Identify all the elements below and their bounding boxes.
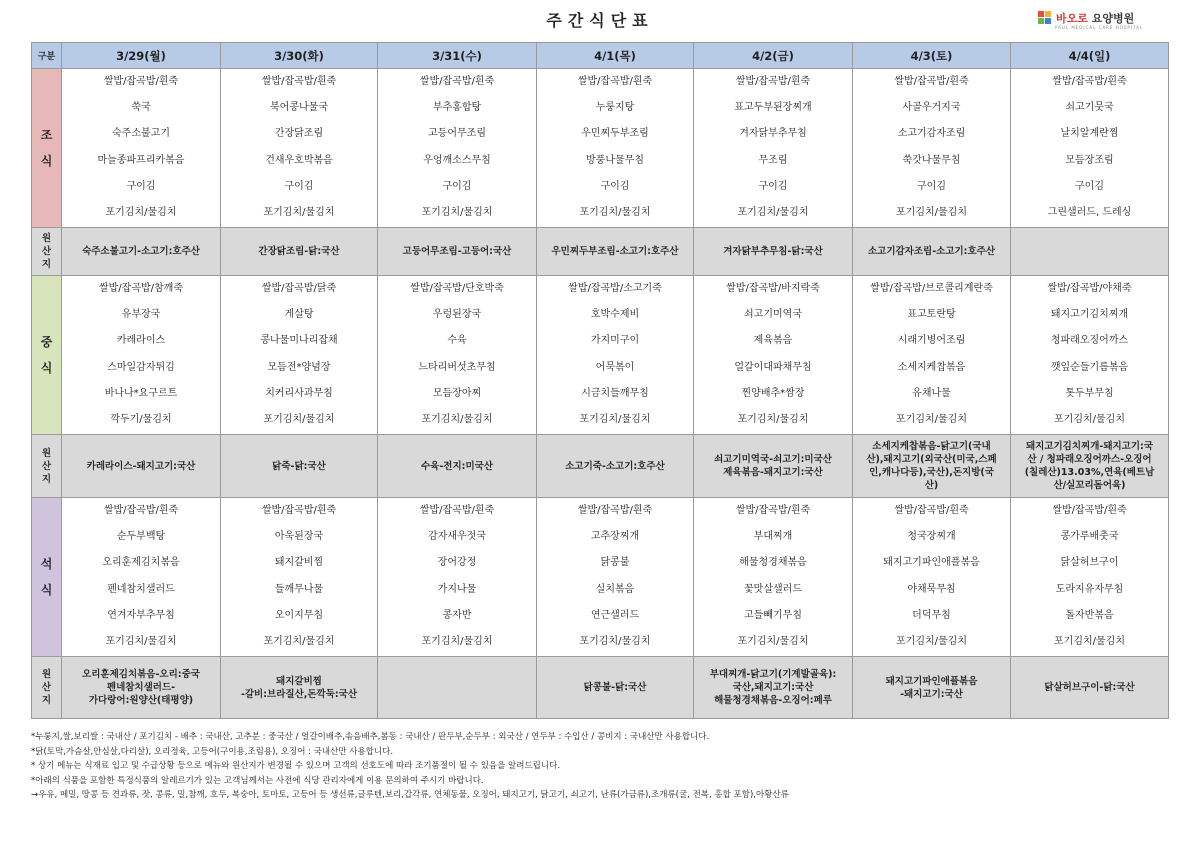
menu-item: 날치알계란찜 xyxy=(1060,128,1119,140)
menu-item: 게살탕 xyxy=(284,309,314,321)
lunch-cell xyxy=(537,276,694,435)
menu-item: 수육 xyxy=(447,335,467,347)
menu-item: 무조림 xyxy=(758,154,788,166)
breakfast-origin-row xyxy=(32,228,1169,276)
menu-item: 모듬장조림 xyxy=(1065,154,1114,166)
menu-item: 겨자닭부추무침 xyxy=(739,128,807,140)
menu-item: 방풍나물무침 xyxy=(586,154,644,166)
origin-cell: 고등어무조림-고등어:국산 xyxy=(378,228,537,276)
lunch-row xyxy=(32,276,1169,435)
menu-item: 톳두부무침 xyxy=(1065,387,1114,399)
menu-item: 표고두부된장찌개 xyxy=(734,102,812,114)
menu-item: 그린샐러드, 드레싱 xyxy=(1047,206,1132,218)
menu-item: 쌀밥/잡곡밥/흰죽 xyxy=(103,76,179,87)
menu-item: 깍두기/물김치 xyxy=(110,413,172,425)
menu-item: 쌀밥/잡곡밥/흰죽 xyxy=(103,505,179,516)
menu-item: 돼지갈비찜 xyxy=(274,557,324,569)
menu-item: 고추장찌개 xyxy=(590,531,640,543)
menu-item: 포기김치/물김치 xyxy=(263,413,335,425)
dinner-cell xyxy=(537,498,694,657)
menu-item: 찐양배추*쌈장 xyxy=(741,387,805,399)
menu-item: 사골우거지국 xyxy=(902,102,961,114)
menu-item: 카레라이스 xyxy=(116,335,166,347)
origin-label: 원 산 지 xyxy=(32,657,62,719)
menu-item: 호박수제비 xyxy=(590,309,640,321)
menu-item: 시금치들깨무침 xyxy=(581,387,649,399)
menu-item: 꽃맛살샐러드 xyxy=(744,583,802,595)
breakfast-row xyxy=(32,69,1169,228)
origin-line: 오리훈제김치볶음-오리:중국 xyxy=(82,669,200,680)
origin-cell xyxy=(62,435,221,498)
lunch-cell xyxy=(1011,276,1169,435)
logo-text: 바오로 요양병원 xyxy=(1056,12,1135,25)
breakfast-cell xyxy=(853,69,1011,228)
origin-line: 돼지고기김치찌개-돼지고기:국 xyxy=(1025,441,1154,452)
menu-item: 돌자반볶음 xyxy=(1065,609,1114,621)
origin-line: -돼지고기:국산 xyxy=(900,688,963,700)
menu-item: 북어콩나물국 xyxy=(270,102,328,114)
menu-item: 표고토란탕 xyxy=(907,309,956,321)
origin-line: 산/실꼬리돔어육) xyxy=(1053,480,1126,491)
origin-cell: 소고기감자조림-소고기:호주산 xyxy=(853,228,1011,276)
menu-item: 시래기병어조림 xyxy=(897,335,966,347)
menu-item: 간장닭조림 xyxy=(274,128,324,140)
menu-item: 콩자반 xyxy=(442,609,472,621)
menu-item: 유부장국 xyxy=(121,309,161,321)
menu-item: 쌀밥/잡곡밥/참깨죽 xyxy=(98,283,184,294)
note-line: * 상기 메뉴는 식재료 입고 및 수급상황 등으로 메뉴와 원산지가 변경될 수 있으며 고객의 선호도에 따라 조기품절이 될 수 있음을 알려드립니다. xyxy=(31,761,561,772)
day-header: 3/31(수) xyxy=(378,43,537,69)
menu-item: 누룽지탕 xyxy=(595,102,635,114)
menu-item: 실치볶음 xyxy=(595,583,635,595)
menu-item: 쌀밥/잡곡밥/흰죽 xyxy=(261,505,337,516)
menu-item: 펜네참치샐러드 xyxy=(107,583,175,595)
menu-item: 오이지무침 xyxy=(274,609,324,621)
note-line: →우유, 메밀, 땅콩 등 견과류, 잣, 콩류, 밀,참깨, 호두, 복숭아, 토마토, 고등어 등 생선류,글루텐,보리,갑각류, 연체동물, 오징어, 돼지고기, 닭고기, 쇠고기, 난류(가금류),조개류(굴, 전복, 홍합 포함),아황산류 xyxy=(31,790,789,801)
menu-item: 쇠고기뭇국 xyxy=(1065,102,1114,114)
menu-item: 연근샐러드 xyxy=(590,609,640,621)
origin-cell: 간장닭조림-닭:국산 xyxy=(221,228,378,276)
menu-item: 쌀밥/잡곡밥/닭죽 xyxy=(261,283,337,294)
menu-item: 쌀밥/잡곡밥/흰죽 xyxy=(735,76,811,87)
menu-item: 포기김치/물김치 xyxy=(1054,413,1125,425)
menu-item: 어묵볶이 xyxy=(595,361,635,373)
menu-item: 쌀밥/잡곡밥/흰죽 xyxy=(1052,76,1127,87)
origin-line: 산),돼지고기(외국산(미국,스페 xyxy=(866,454,997,465)
breakfast-cell xyxy=(62,69,221,228)
menu-item: 포기김치/물김치 xyxy=(105,206,177,218)
menu-item: 아욱된장국 xyxy=(274,531,324,543)
menu-item: 구이김 xyxy=(284,180,314,192)
logo-icon xyxy=(1038,11,1052,25)
origin-cell xyxy=(378,657,537,719)
breakfast-cell xyxy=(537,69,694,228)
menu-item: 건새우호박볶음 xyxy=(265,154,333,166)
dinner-label: 석 식 xyxy=(32,498,62,657)
origin-cell xyxy=(1011,657,1169,719)
menu-item: 가지나물 xyxy=(437,583,477,595)
menu-item: 오리훈제김치볶음 xyxy=(102,557,180,569)
menu-item: 숙주소불고기 xyxy=(112,128,170,140)
menu-item: 포기김치/물김치 xyxy=(263,635,335,647)
menu-item: 닭콩불 xyxy=(600,557,630,569)
origin-line: 닭콩불-닭:국산 xyxy=(583,682,647,693)
menu-item: 돼지고기김치찌개 xyxy=(1050,309,1129,321)
menu-item: 쌀밥/잡곡밥/흰죽 xyxy=(419,76,495,87)
origin-line: 소세지케찹볶음-닭고기(국내 xyxy=(872,441,991,452)
menu-item: 구이김 xyxy=(600,180,630,192)
gubun-header: 구분 xyxy=(32,43,62,69)
origin-cell xyxy=(378,435,537,498)
menu-item: 제육볶음 xyxy=(753,335,793,347)
menu-item: 포기김치/물김치 xyxy=(579,413,651,425)
origin-cell xyxy=(1011,228,1169,276)
day-header: 4/2(금) xyxy=(694,43,853,69)
lunch-cell xyxy=(62,276,221,435)
menu-item: 쌀밥/잡곡밥/흰죽 xyxy=(577,505,653,516)
menu-item: 쑥갓나물무침 xyxy=(902,154,961,166)
menu-item: 쌀밥/잡곡밥/흰죽 xyxy=(577,76,653,87)
origin-cell xyxy=(537,435,694,498)
menu-item: 쌀밥/잡곡밥/흰죽 xyxy=(735,505,811,516)
menu-item: 우엉깨소스무침 xyxy=(423,154,491,166)
breakfast-cell xyxy=(694,69,853,228)
logo-subtitle: PAUL MEDICAL CARE HOSPITAL xyxy=(1055,25,1144,30)
origin-cell: 겨자닭부추무침-닭:국산 xyxy=(694,228,853,276)
origin-line: 가다랑어:원양산(태평양) xyxy=(88,695,194,706)
menu-item: 마늘종파프리카볶음 xyxy=(97,154,185,166)
menu-item: 장어강정 xyxy=(437,557,477,569)
origin-line: 국산,돼지고기:국산 xyxy=(732,682,814,693)
origin-line: 수육-전지:미국산 xyxy=(421,460,493,472)
menu-item: 모듬장아찌 xyxy=(432,387,482,399)
day-header: 3/29(월) xyxy=(62,43,221,69)
menu-item: 포기김치/물김치 xyxy=(896,635,967,647)
menu-item: 구이김 xyxy=(126,180,156,192)
menu-item: 포기김치/물김치 xyxy=(737,635,809,647)
day-header: 4/4(일) xyxy=(1011,43,1169,69)
menu-item: 해물청경채볶음 xyxy=(739,557,807,569)
menu-item: 쑥국 xyxy=(131,102,151,114)
header-row xyxy=(32,43,1169,69)
origin-cell: 숙주소불고기-소고기:호주산 xyxy=(62,228,221,276)
origin-label: 원 산 지 xyxy=(32,435,62,498)
menu-item: 스마일감자튀김 xyxy=(107,361,175,373)
menu-item: 쌀밥/잡곡밥/흰죽 xyxy=(261,76,337,87)
menu-item: 쌀밥/잡곡밥/흰죽 xyxy=(419,505,495,516)
day-header: 4/3(토) xyxy=(853,43,1011,69)
origin-cell xyxy=(694,657,853,719)
breakfast-cell xyxy=(221,69,378,228)
menu-item: 들깨무나물 xyxy=(274,583,324,595)
menu-item: 쌀밥/잡곡밥/흰죽 xyxy=(1052,505,1127,516)
origin-line: 소고기죽-소고기:호주산 xyxy=(565,460,665,472)
origin-line: 쇠고기미역국-쇠고기:미국산 xyxy=(714,454,832,465)
menu-item: 포기김치/물김치 xyxy=(263,206,335,218)
menu-item: 포기김치/물김치 xyxy=(421,206,493,218)
menu-item: 콩가루배춧국 xyxy=(1060,531,1119,543)
menu-item: 포기김치/물김치 xyxy=(421,413,493,425)
origin-line: 펜네참치샐러드- xyxy=(106,682,176,693)
menu-item: 쇠고기미역국 xyxy=(744,309,802,321)
menu-item: 가지미구이 xyxy=(590,335,640,347)
menu-item: 구이김 xyxy=(442,180,472,192)
menu-item: 유채나물 xyxy=(912,387,951,399)
menu-item: 포기김치/물김치 xyxy=(1054,635,1125,647)
origin-line: 돼지고기파인애플볶음 xyxy=(885,675,978,687)
dinner-origin-row xyxy=(32,657,1169,719)
menu-item: 부대찌개 xyxy=(753,531,793,543)
menu-item: 구이김 xyxy=(1075,180,1104,192)
breakfast-label: 조 식 xyxy=(32,69,62,228)
lunch-cell xyxy=(694,276,853,435)
menu-item: 청파래오징어까스 xyxy=(1050,335,1129,347)
origin-cell: 우민찌두부조림-소고기:호주산 xyxy=(537,228,694,276)
breakfast-cell xyxy=(1011,69,1169,228)
origin-cell xyxy=(1011,435,1169,498)
page-title: 주간식단표 xyxy=(546,11,654,30)
menu-item: 바나나*요구르트 xyxy=(104,387,178,399)
origin-line: 닭죽-닭:국산 xyxy=(272,460,326,472)
menu-item: 포기김치/물김치 xyxy=(579,635,651,647)
lunch-label: 중 식 xyxy=(32,276,62,435)
menu-item: 쌀밥/잡곡밥/소고기죽 xyxy=(568,283,662,294)
dinner-cell xyxy=(694,498,853,657)
menu-item: 순두부백탕 xyxy=(116,531,166,543)
menu-item: 더덕무침 xyxy=(912,609,951,621)
menu-item: 쌀밥/잡곡밥/야채죽 xyxy=(1047,283,1132,294)
menu-item: 쌀밥/잡곡밥/흰죽 xyxy=(894,505,969,516)
menu-item: 콩나물미나리잡채 xyxy=(260,335,338,347)
origin-cell xyxy=(853,435,1011,498)
dinner-cell xyxy=(62,498,221,657)
menu-item: 느타리버섯초무침 xyxy=(418,361,496,373)
origin-line: 카레라이스-돼지고기:국산 xyxy=(86,460,196,472)
day-header: 3/30(화) xyxy=(221,43,378,69)
menu-item: 포기김치/물김치 xyxy=(896,206,967,218)
menu-item: 닭살허브구이 xyxy=(1060,557,1119,569)
menu-item: 포기김치/물김치 xyxy=(579,206,651,218)
origin-line: 산) xyxy=(924,480,939,491)
lunch-origin-row xyxy=(32,435,1169,498)
origin-cell xyxy=(537,657,694,719)
menu-item: 연겨자부추무침 xyxy=(107,609,175,621)
dinner-row xyxy=(32,498,1169,657)
origin-line: 돼지갈비찜 xyxy=(276,675,322,687)
menu-item: 깻잎순들기름볶음 xyxy=(1050,361,1129,373)
menu-item: 쌀밥/잡곡밥/단호박죽 xyxy=(410,283,504,294)
day-header: 4/1(목) xyxy=(537,43,694,69)
origin-line: -갈비:브라질산,돈깍둑:국산 xyxy=(240,688,358,700)
menu-item: 치커리사과무침 xyxy=(265,387,333,399)
menu-item: 포기김치/물김치 xyxy=(737,413,809,425)
dinner-cell xyxy=(853,498,1011,657)
note-line: *닭(토막,가슴살,안심살,다리살), 오리정육, 고등어(구이용,조림용), 오징어 : 국내산만 사용합니다. xyxy=(31,746,394,757)
menu-item: 포기김치/물김치 xyxy=(896,413,967,425)
lunch-cell xyxy=(378,276,537,435)
menu-item: 부추홍합탕 xyxy=(432,102,482,114)
origin-line: 부대찌개-닭고기(기계발골육): xyxy=(709,669,837,680)
origin-cell xyxy=(853,657,1011,719)
menu-item: 구이김 xyxy=(758,180,788,192)
origin-line: 해물청경채볶음-오징어:페루 xyxy=(714,695,832,706)
weekly-menu-table xyxy=(31,42,1169,719)
menu-item: 소고기감자조림 xyxy=(897,128,966,140)
menu-item: 청국장찌개 xyxy=(907,531,956,543)
origin-cell xyxy=(221,657,378,719)
origin-line: 인,캐나다등),국산),돈지방(국 xyxy=(869,467,994,478)
menu-item: 포기김치/물김치 xyxy=(105,635,177,647)
origin-label: 원 산 지 xyxy=(32,228,62,276)
menu-item: 소세지케찹볶음 xyxy=(897,361,966,373)
dinner-cell xyxy=(1011,498,1169,657)
menu-item: 쌀밥/잡곡밥/바지락죽 xyxy=(726,283,820,294)
origin-line: 산 / 청파래오징어까스-오징어 xyxy=(1027,454,1152,465)
menu-item: 우민찌두부조림 xyxy=(581,128,649,140)
menu-item: 포기김치/물김치 xyxy=(737,206,809,218)
origin-cell xyxy=(221,435,378,498)
menu-item: 야채묵무침 xyxy=(907,583,956,595)
dinner-cell xyxy=(221,498,378,657)
menu-item: 모듬전*양념장 xyxy=(267,361,331,373)
menu-item: 돼지고기파인애플볶음 xyxy=(883,557,980,569)
lunch-cell xyxy=(221,276,378,435)
menu-item: 고등어무조림 xyxy=(428,128,486,140)
menu-item: 얼갈이대파채무침 xyxy=(734,361,812,373)
lunch-cell xyxy=(853,276,1011,435)
note-line: *아래의 식품을 포함한 특정식품의 알레르기가 있는 고객님께서는 사전에 식당 관리자에게 이용 문의하여 주시기 바랍니다. xyxy=(31,775,484,786)
notes-section xyxy=(31,730,1168,803)
origin-cell xyxy=(62,657,221,719)
origin-line: 제육볶음-돼지고기:국산 xyxy=(723,467,823,478)
origin-line: (칠레산)13.03%,연육(베트남 xyxy=(1024,467,1155,478)
menu-item: 도라지유자무침 xyxy=(1055,583,1124,595)
note-line: *누룽지,쌀,보리쌀 : 국내산 / 포기김치 - 배추 : 국내산, 고추분 : 중국산 / 얼갈이배추,솎음배추,봄동 : 국내산 / 판두부,순두부 : 외국산 / 연두부 : 수입산 / 콩비지 : 국내산만 사용합니다. xyxy=(31,732,710,742)
breakfast-cell xyxy=(378,69,537,228)
menu-item: 쌀밥/잡곡밥/흰죽 xyxy=(894,76,969,87)
origin-cell xyxy=(694,435,853,498)
hospital-logo xyxy=(1038,10,1134,26)
menu-item: 감자새우젓국 xyxy=(428,531,486,543)
menu-item: 구이김 xyxy=(917,180,946,192)
origin-line: 닭살허브구이-닭:국산 xyxy=(1044,682,1135,693)
dinner-cell xyxy=(378,498,537,657)
menu-item: 우렁된장국 xyxy=(432,309,482,321)
menu-item: 고들빼기무침 xyxy=(744,609,802,621)
menu-item: 쌀밥/잡곡밥/브로콜리계란죽 xyxy=(870,283,993,294)
menu-item: 포기김치/물김치 xyxy=(421,635,493,647)
